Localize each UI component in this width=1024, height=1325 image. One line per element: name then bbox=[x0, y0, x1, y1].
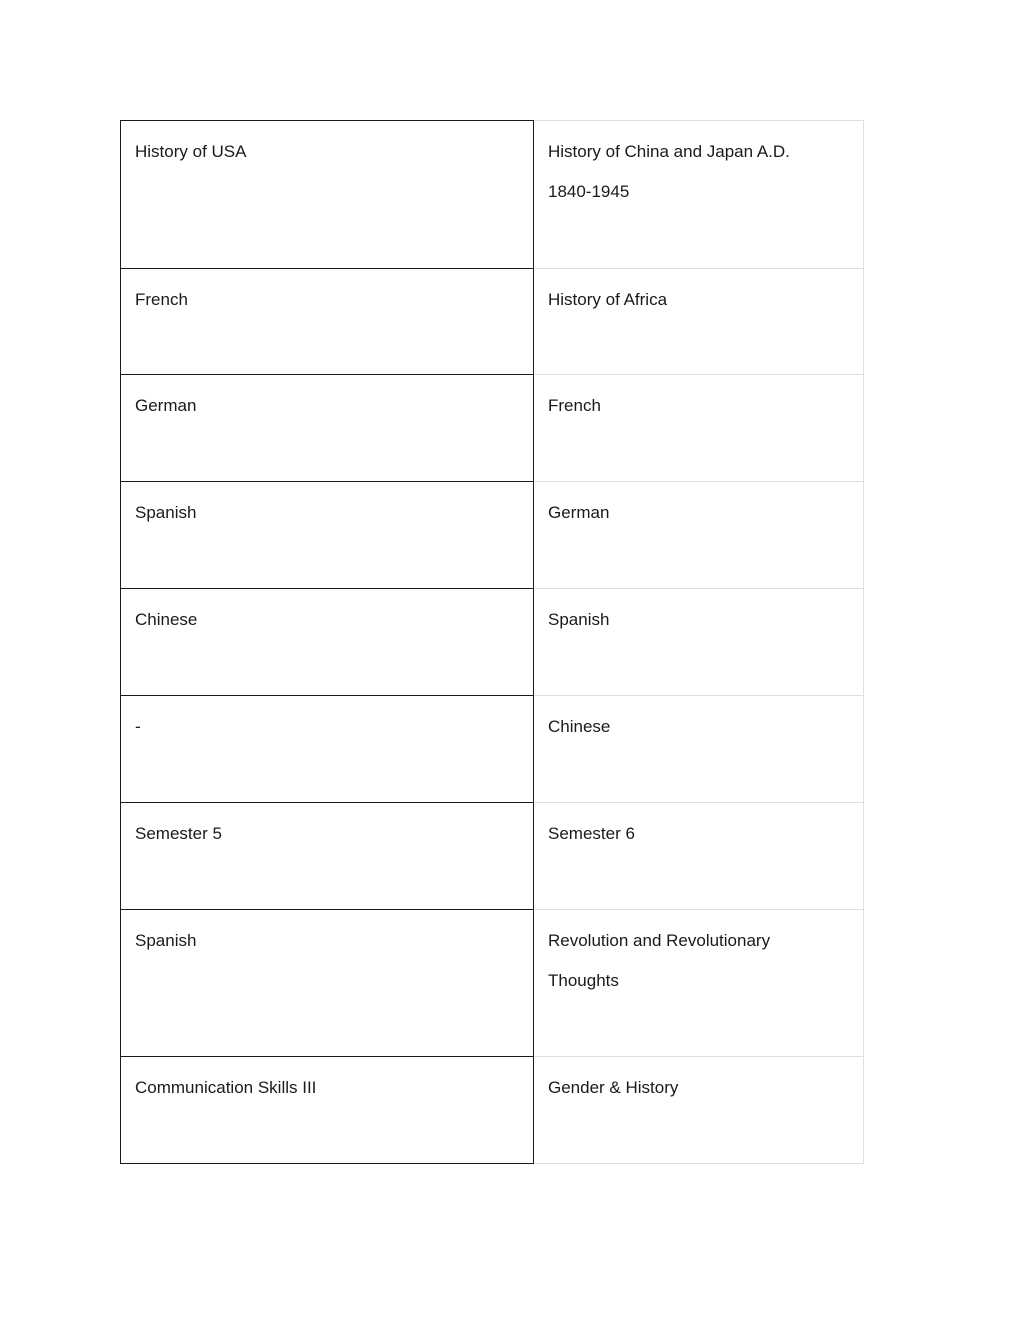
table-cell-right bbox=[534, 696, 864, 803]
cell-text: Thoughts bbox=[548, 971, 619, 990]
cell-text: Spanish bbox=[135, 503, 197, 522]
table-cell-left bbox=[121, 482, 534, 589]
cell-text: Chinese bbox=[135, 610, 198, 629]
cell-text: History of China and Japan A.D. bbox=[548, 142, 790, 161]
table-cell-left bbox=[121, 696, 534, 803]
table-row bbox=[121, 121, 864, 269]
table-row bbox=[121, 375, 864, 482]
cell-text: Chinese bbox=[548, 717, 611, 736]
cell-text: French bbox=[548, 396, 601, 415]
table-cell-left bbox=[121, 910, 534, 1057]
cell-text: Semester 5 bbox=[135, 824, 222, 843]
table-row bbox=[121, 1057, 864, 1164]
cell-text: French bbox=[135, 290, 188, 309]
table-cell-left bbox=[121, 121, 534, 269]
table-row bbox=[121, 696, 864, 803]
table-row bbox=[121, 910, 864, 1057]
cell-text: Spanish bbox=[135, 931, 197, 950]
table-row bbox=[121, 803, 864, 910]
table-cell-right bbox=[534, 803, 864, 910]
cell-text: History of USA bbox=[135, 142, 247, 161]
table-row bbox=[121, 269, 864, 375]
table-cell-left bbox=[121, 375, 534, 482]
cell-text: Revolution and Revolutionary bbox=[548, 931, 771, 950]
table-cell-left bbox=[121, 589, 534, 696]
cell-text: History of Africa bbox=[548, 290, 668, 309]
cell-text: 1840-1945 bbox=[548, 182, 630, 201]
table-cell-right bbox=[534, 375, 864, 482]
table-cell-left bbox=[121, 269, 534, 375]
table-row bbox=[121, 482, 864, 589]
table-cell-right bbox=[534, 1057, 864, 1164]
cell-text: German bbox=[548, 503, 610, 522]
cell-text: - bbox=[135, 717, 141, 736]
cell-text: German bbox=[135, 396, 197, 415]
table-cell-right bbox=[534, 121, 864, 269]
cell-text: Communication Skills III bbox=[135, 1078, 317, 1097]
cell-text: Spanish bbox=[548, 610, 610, 629]
course-table bbox=[120, 120, 864, 1164]
table-row bbox=[121, 589, 864, 696]
table-cell-right bbox=[534, 269, 864, 375]
table-cell-right bbox=[534, 482, 864, 589]
table-cell-left bbox=[121, 1057, 534, 1164]
table-cell-left bbox=[121, 803, 534, 910]
cell-text: Gender & History bbox=[548, 1078, 679, 1097]
table-cell-right bbox=[534, 910, 864, 1057]
cell-text: Semester 6 bbox=[548, 824, 635, 843]
table-cell-right bbox=[534, 589, 864, 696]
